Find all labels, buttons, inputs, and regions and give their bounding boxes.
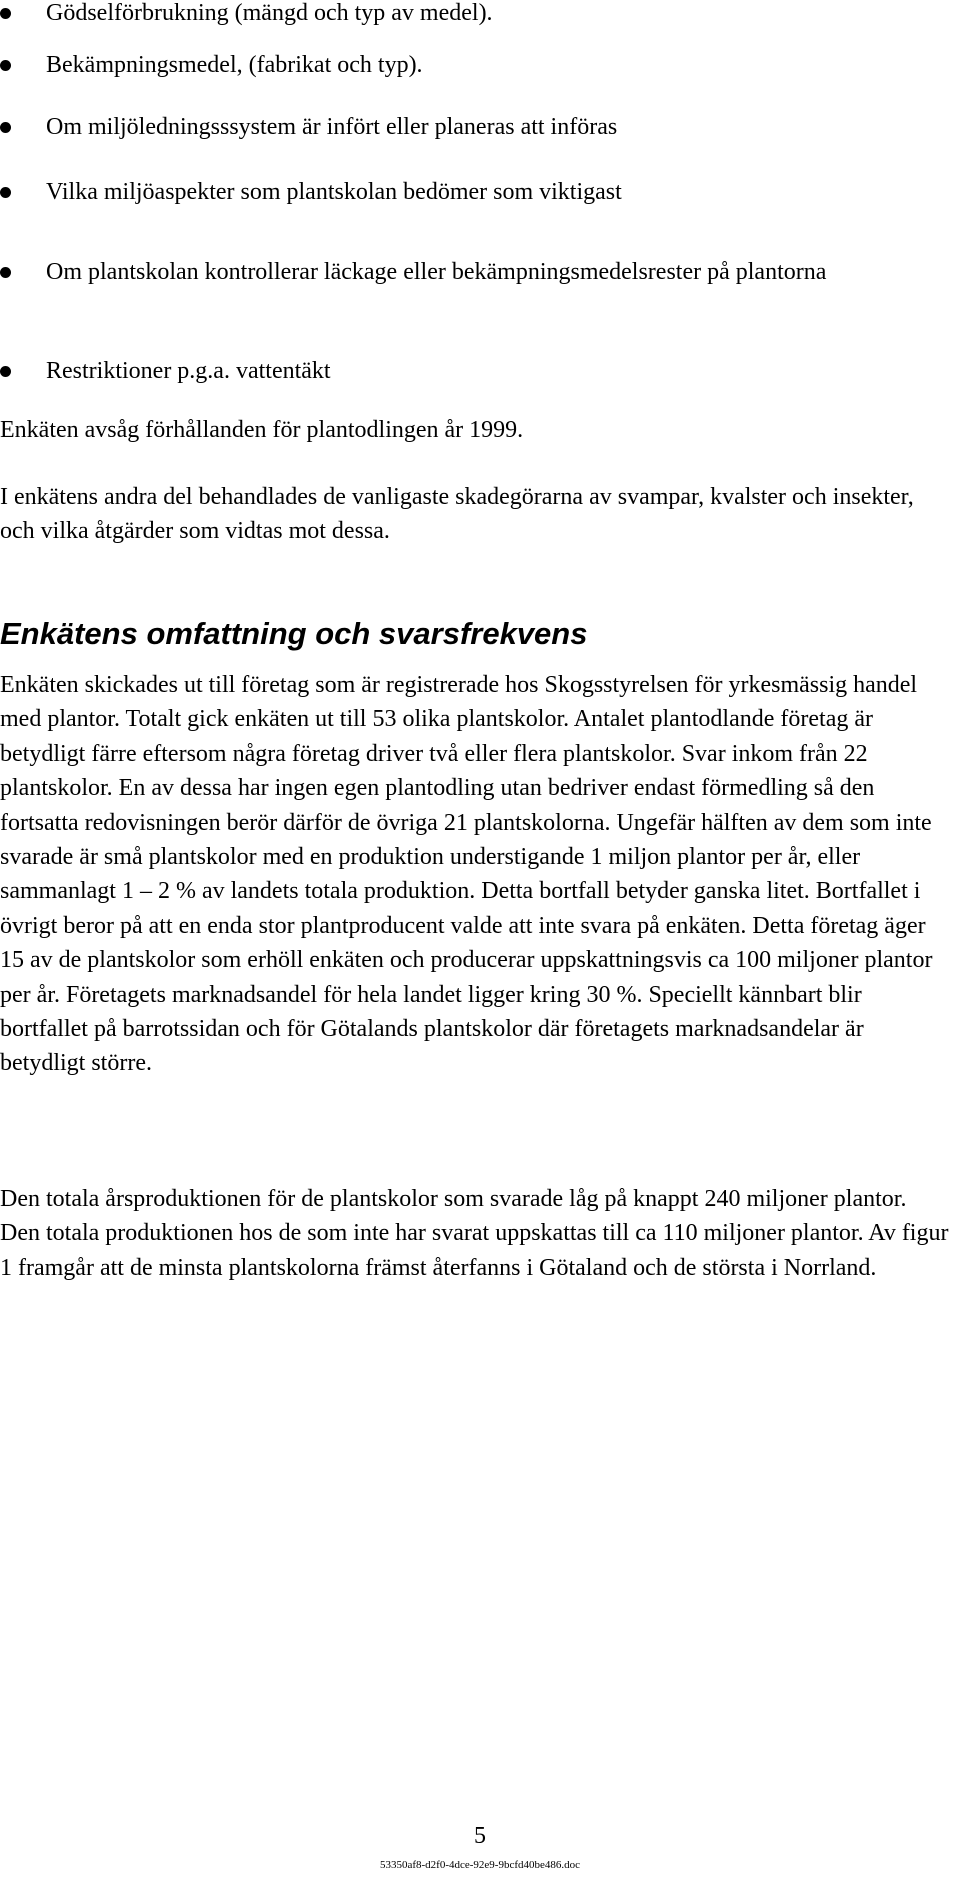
page-number: 5 <box>474 1823 486 1849</box>
production-paragraph: Den totala årsproduktionen för de plantskolor som svarade låg på knappt 240 miljoner plantor. Den totala produktionen hos de som inte har svarat uppskattas till ca 110 miljoner plantor. Av figur 1 framgår att de minsta plantskolorna främst återfanns i Götaland och de största i Norrland. <box>0 1186 949 1281</box>
list-item-text: Bekämpningsmedel, (fabrikat och typ). <box>46 52 423 78</box>
second-part-paragraph: I enkätens andra del behandlades de vanligaste skadegörarna av svampar, kvalster och insekter, och vilka åtgärder som vidtas mot dessa. <box>0 484 914 545</box>
bullet-icon <box>0 60 11 71</box>
bullet-icon <box>0 8 11 19</box>
survey-year-paragraph: Enkäten avsåg förhållanden för plantodlingen år 1999. <box>0 417 524 443</box>
bullet-icon <box>0 187 11 198</box>
section-heading: Enkätens omfattning och svarsfrekvens <box>0 616 588 651</box>
list-item-text: Restriktioner p.g.a. vattentäkt <box>46 358 331 384</box>
list-item-text: Om plantskolan kontrollerar läckage eller bekämpningsmedelsrester på plantorna <box>46 259 827 285</box>
file-name: 53350af8-d2f0-4dce-92e9-9bcfd40be486.doc <box>379 1859 581 1871</box>
bullet-icon <box>0 122 11 133</box>
bullet-icon <box>0 366 11 377</box>
list-item-text: Om miljöledningsssystem är infört eller planeras att införas <box>46 114 618 140</box>
list-item-text: Vilka miljöaspekter som plantskolan bedömer som viktigast <box>46 179 622 205</box>
section-body-paragraph: Enkäten skickades ut till företag som är registrerade hos Skogsstyrelsen för yrkesmässig handel med plantor. Totalt gick enkäten ut till 53 olika plantskolor. Antalet plantodlande företag är betydligt färre eftersom några företag driver två eller flera plantskolor. Svar inkom från 22 plantskolor. En av dessa har ingen egen plantodling utan bedriver endast förmedling så den fortsatta redovisningen berör därför de övriga 21 plantskolorna. Ungefär hälften av dem som inte svarade är små plantskolor med en produktion understigande 1 miljon plantor per år, eller sammanlagt 1 – 2 % av landets totala produktion. Detta bortfall betyder ganska litet. Bortfallet i övrigt beror på att en enda stor plantproducent valde att inte svara på enkäten. Detta företag äger 15 av de plantskolor som erhöll enkäten och producerar uppskattningsvis ca 100 miljoner plantor per år. Företagets marknadsandel för hela landet ligger kring 30 %. Speciellt kännbart blir bortfallet på barrotssidan och för Götalands plantskolor där företagets marknadsandelar är betydligt större. <box>0 672 933 1077</box>
list-item-text: Gödselförbrukning (mängd och typ av medel). <box>46 0 493 26</box>
bullet-icon <box>0 267 11 278</box>
